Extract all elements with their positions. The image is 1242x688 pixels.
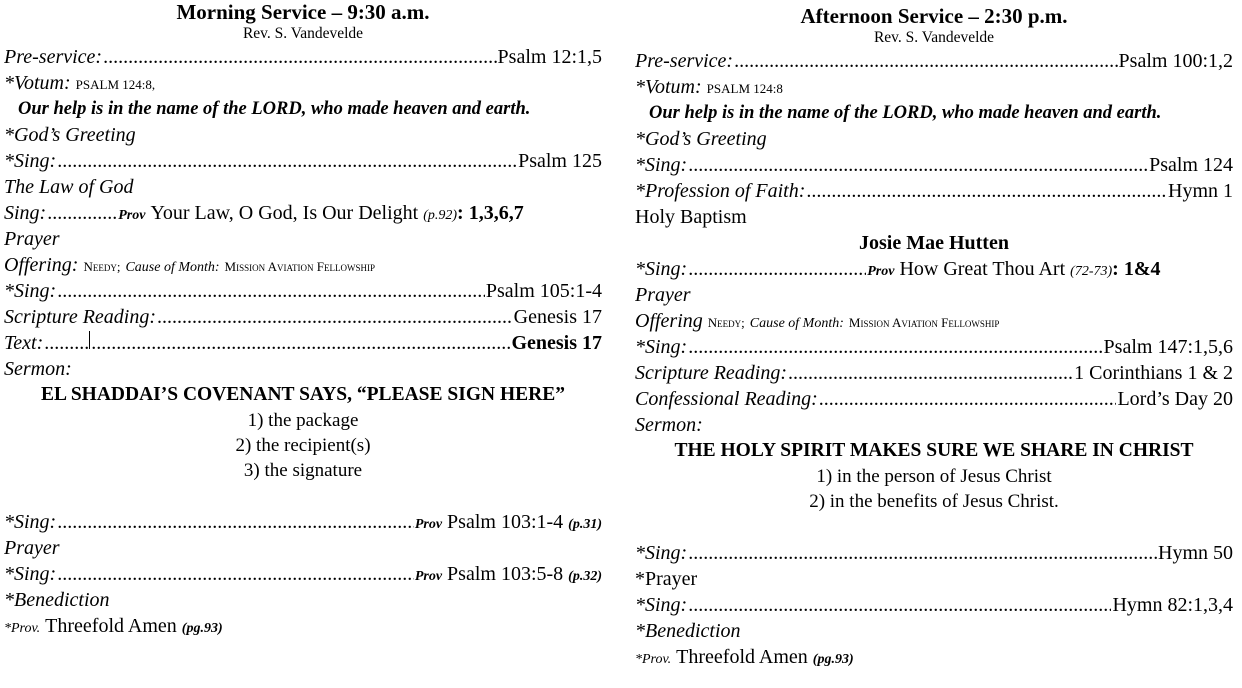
morning-offering: Offering: Needy; Cause of Month: Mission Aviation Fellowship (4, 254, 375, 276)
morning-votum-text: Our help is in the name of the LORD, who made heaven and earth. (18, 99, 531, 119)
morning-point-1: 1) the package (247, 410, 359, 431)
morning-service-column (4, 0, 602, 639)
afternoon-minister: Rev. S. Vandevelde (873, 29, 995, 46)
morning-greeting: *God’s Greeting (4, 124, 136, 146)
morning-title: Morning Service – 9:30 a.m. (176, 0, 430, 24)
afternoon-profession: *Profession of Faith: ..... Hymn 1 (635, 178, 1233, 204)
afternoon-votum: *Votum: PSALM 124:8 (635, 76, 783, 98)
afternoon-confessional: Confessional Reading: ..... Lord’s Day 20 (635, 386, 1233, 412)
morning-sermon-title: EL SHADDAI’S COVENANT SAYS, “PLEASE SIGN HERE” (41, 384, 565, 405)
morning-sing-1: *Sing: ..... Psalm 125 (4, 148, 602, 174)
afternoon-point-2: 2) in the benefits of Jesus Christ. (809, 491, 1059, 512)
afternoon-service-column (635, 4, 1233, 670)
afternoon-greeting: *God’s Greeting (635, 128, 767, 150)
morning-prayer-2: Prayer (4, 537, 60, 559)
morning-amen: *Prov. Threefold Amen (pg.93) (4, 615, 223, 637)
afternoon-amen: *Prov. Threefold Amen (pg.93) (635, 646, 854, 668)
text-cursor (89, 331, 90, 349)
afternoon-benediction: *Benediction (635, 620, 741, 642)
afternoon-votum-text: Our help is in the name of the LORD, who made heaven and earth. (649, 103, 1162, 123)
morning-pre-service: Pre-service: ..... Psalm 12:1,5 (4, 44, 602, 70)
morning-sing-3: *Sing: ..... Psalm 105:1-4 (4, 278, 602, 304)
afternoon-sermon-label: Sermon: (635, 414, 703, 436)
morning-sing-2: Sing: ..... Prov Your Law, O God, Is Our Delight (p.92) : 1,3,6,7 (4, 200, 602, 226)
morning-votum: *Votum: PSALM 124:8, (4, 72, 156, 94)
afternoon-prayer-1: Prayer (635, 284, 691, 306)
morning-benediction: *Benediction (4, 589, 110, 611)
afternoon-sermon-title: THE HOLY SPIRIT MAKES SURE WE SHARE IN CHRIST (674, 440, 1194, 461)
afternoon-baptism-name: Josie Mae Hutten (859, 232, 1009, 254)
morning-sing-4: *Sing: ..... Prov Psalm 103:1-4 (p.31) (4, 509, 602, 535)
morning-prayer-1: Prayer (4, 228, 60, 250)
morning-sing-5: *Sing: ..... Prov Psalm 103:5-8 (p.32) (4, 561, 602, 587)
morning-minister: Rev. S. Vandevelde (242, 25, 364, 42)
afternoon-title: Afternoon Service – 2:30 p.m. (800, 4, 1068, 28)
afternoon-sing-1: *Sing: ..... Psalm 124 (635, 152, 1233, 178)
afternoon-prayer-2: *Prayer (635, 568, 698, 590)
afternoon-sing-5: *Sing: ..... Hymn 82:1,3,4 (635, 592, 1233, 618)
afternoon-point-1: 1) in the person of Jesus Christ (816, 466, 1052, 487)
morning-point-3: 3) the signature (243, 460, 363, 481)
afternoon-pre-service: Pre-service: ..... Psalm 100:1,2 (635, 48, 1233, 74)
morning-point-2: 2) the recipient(s) (235, 435, 371, 456)
afternoon-offering: Offering Needy; Cause of Month: Mission Aviation Fellowship (635, 310, 1000, 332)
afternoon-sing-2: *Sing: ..... Prov How Great Thou Art (72-73) : 1&4 (635, 256, 1233, 282)
morning-sermon-label: Sermon: (4, 358, 72, 380)
morning-scripture: Scripture Reading: ..... Genesis 17 (4, 304, 602, 330)
afternoon-scripture: Scripture Reading: ..... 1 Corinthians 1 & 2 (635, 360, 1233, 386)
afternoon-sing-3: *Sing: ..... Psalm 147:1,5,6 (635, 334, 1233, 360)
afternoon-sing-4: *Sing: ..... Hymn 50 (635, 540, 1233, 566)
morning-text: Text: ..... ..... Genesis 17 (4, 330, 602, 356)
morning-law: The Law of God (4, 176, 134, 198)
afternoon-baptism: Holy Baptism (635, 206, 747, 228)
